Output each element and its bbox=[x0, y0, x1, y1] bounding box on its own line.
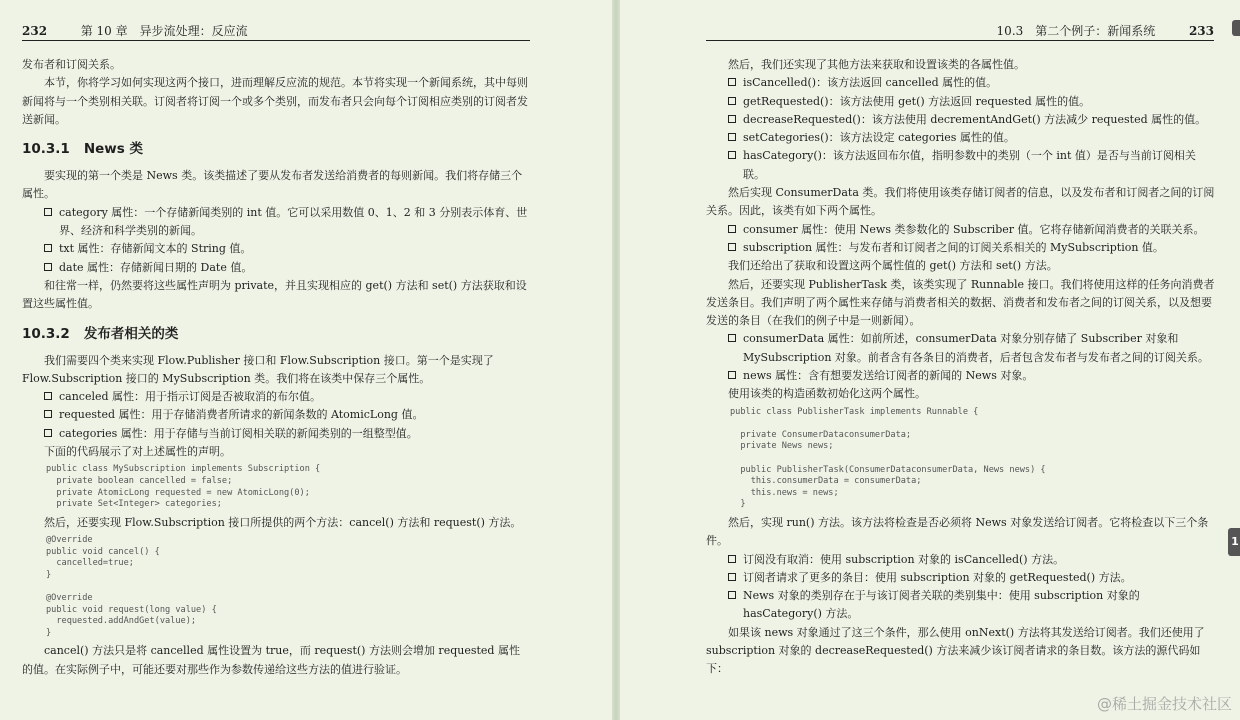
paragraph: 然后，还要实现 PublisherTask 类，该类实现了 Runnable 接口。我们将使用这样的任务向消费者发送条目。我们声明了两个属性来存储与消费者相关的数据、消费者和发布者之间的订阅关系，以及想要发送的条目（在我们的例子中是一则新闻）。 bbox=[706, 277, 1215, 328]
paragraph: 然后，还要实现 Flow.Subscription 接口所提供的两个方法：cancel() 方法和 request() 方法。 bbox=[44, 515, 522, 529]
list-item: setCategories()：该方法设定 categories 属性的值。 bbox=[728, 129, 1216, 147]
right-running-header bbox=[706, 22, 1214, 41]
section-running-title: 10.3 第二个例子：新闻系统 bbox=[996, 24, 1156, 38]
list-item: subscription 属性：与发布者和订阅者之间的订阅关系相关的 MySubscription 值。 bbox=[728, 239, 1216, 257]
paragraph: 然后，我们还实现了其他方法来获取和设置该类的各属性值。 bbox=[728, 58, 1025, 71]
paragraph: 要实现的第一个类是 News 类。该类描述了要从发布者发送给消费者的每则新闻。我们将存储三个属性。 bbox=[22, 169, 523, 201]
left-page bbox=[0, 0, 612, 720]
bullet-list bbox=[706, 74, 1216, 184]
paragraph: 我们需要四个类来实现 Flow.Publisher 接口和 Flow.Subscription 接口。第一个是实现了 Flow.Subscription 接口的 MySubscription 类。我们将在该类中保存三个属性。 bbox=[22, 353, 494, 385]
left-content bbox=[22, 56, 530, 679]
list-item: getRequested()：该方法使用 get() 方法返回 requested 属性的值。 bbox=[728, 93, 1216, 111]
paragraph: 然后，实现 run() 方法。该方法将检查是否必须将 News 对象发送给订阅者。它将检查以下三个条件。 bbox=[706, 515, 1209, 548]
side-tab-chapter[interactable]: 1 bbox=[1228, 528, 1240, 556]
bullet-list bbox=[22, 204, 530, 277]
paragraph: 发布者和订阅关系。 bbox=[22, 58, 121, 71]
bullet-list bbox=[22, 388, 530, 443]
list-item: 订阅者请求了更多的条目：使用 subscription 对象的 getRequested() 方法。 bbox=[728, 569, 1216, 587]
paragraph: 我们还给出了获取和设置这两个属性值的 get() 方法和 set() 方法。 bbox=[728, 259, 1058, 273]
side-tab-top[interactable] bbox=[1232, 20, 1240, 36]
code-block: public class MySubscription implements Subscription { private boolean cancelled = false; private AtomicLong requested = new AtomicLong(0); private Set<Integer> categories; bbox=[46, 464, 321, 510]
bullet-list bbox=[706, 551, 1216, 624]
list-item: txt 属性：存储新闻文本的 String 值。 bbox=[44, 240, 530, 258]
list-item: date 属性：存储新闻日期的 Date 值。 bbox=[44, 259, 530, 277]
paragraph: 本节，你将学习如何实现这两个接口，进而理解反应流的规范。本节将实现一个新闻系统，其中每则新闻将与一个类别相关联。订阅者将订阅一个或多个类别，而发布者只会向每个订阅相应类别的订阅者发送新闻。 bbox=[22, 76, 528, 126]
list-item: categories 属性：用于存储与当前订阅相关联的新闻类别的一组整型值。 bbox=[44, 425, 530, 443]
right-page-number: 233 bbox=[1188, 24, 1214, 38]
code-block: public class PublisherTask implements Runnable { private ConsumerDataconsumerData; private News news; public PublisherTask(ConsumerDataconsumerData, News news) { this.consumerData = consumerData; this.news = news; } bbox=[730, 406, 1046, 510]
list-item: news 属性：含有想要发送给订阅者的新闻的 News 对象。 bbox=[728, 367, 1216, 385]
bullet-list bbox=[706, 330, 1216, 385]
list-item: requested 属性：用于存储消费者所请求的新闻条数的 AtomicLong 值。 bbox=[44, 406, 530, 424]
code-block: @Override public void cancel() { cancelled=true; } @Override public void request(long value) { requested.addAndGet(value); } bbox=[46, 535, 217, 638]
list-item: isCancelled()：该方法返回 cancelled 属性的值。 bbox=[728, 74, 1216, 92]
book-gutter bbox=[612, 0, 620, 720]
chapter-title: 第 10 章 异步流处理：反应流 bbox=[80, 24, 248, 38]
list-item: hasCategory()：该方法返回布尔值，指明参数中的类别（一个 int 值）是否与当前订阅相关联。 bbox=[728, 147, 1216, 184]
paragraph: 使用该类的构造函数初始化这两个属性。 bbox=[728, 387, 926, 401]
watermark-text: @稀土掘金技术社区 bbox=[1096, 695, 1232, 713]
left-page-number: 232 bbox=[22, 24, 48, 38]
list-item: canceled 属性：用于指示订阅是否被取消的布尔值。 bbox=[44, 388, 530, 406]
list-item: consumer 属性：使用 News 类参数化的 Subscriber 值。它将存储新闻消费者的关联关系。 bbox=[728, 221, 1216, 239]
section-heading-publisher: 10.3.2 发布者相关的类 bbox=[22, 325, 179, 342]
left-running-header bbox=[22, 22, 530, 41]
bullet-list bbox=[706, 221, 1216, 258]
paragraph: 下面的代码展示了对上述属性的声明。 bbox=[44, 445, 231, 459]
paragraph: 和往常一样，仍然要将这些属性声明为 private，并且实现相应的 get() 方法和 set() 方法获取和设置这些属性值。 bbox=[22, 278, 527, 311]
list-item: consumerData 属性：如前所述，consumerData 对象分别存储了 Subscriber 对象和 MySubscription 对象。前者含有各条目的消费者，后者包含发布者与发布者之间的订阅关系。 bbox=[728, 330, 1216, 367]
list-item: category 属性：一个存储新闻类别的 int 值。它可以采用数值 0、1、2 和 3 分别表示体育、世界、经济和科学类别的新闻。 bbox=[44, 204, 530, 241]
paragraph: 然后实现 ConsumerData 类。我们将使用该类存储订阅者的信息，以及发布者和订阅者之间的订阅关系。因此，该类有如下两个属性。 bbox=[706, 186, 1215, 218]
paragraph: cancel() 方法只是将 cancelled 属性设置为 true，而 request() 方法则会增加 requested 属性的值。在实际例子中，可能还要对那些作为参数传递给这些方法的值进行验证。 bbox=[22, 644, 520, 676]
right-page bbox=[620, 0, 1240, 720]
right-content bbox=[706, 56, 1216, 679]
paragraph: 如果该 news 对象通过了这三个条件，那么使用 onNext() 方法将其发送给订阅者。我们还使用了 subscription 对象的 decreaseRequested() 方法来减少该订阅者请求的条目数。该方法的源代码如下： bbox=[706, 625, 1205, 676]
list-item: News 对象的类别存在于与该订阅者关联的类别集中：使用 subscription 对象的 hasCategory() 方法。 bbox=[728, 587, 1216, 624]
list-item: 订阅没有取消：使用 subscription 对象的 isCancelled() 方法。 bbox=[728, 551, 1216, 569]
section-heading-news: 10.3.1 News 类 bbox=[22, 141, 144, 158]
list-item: decreaseRequested()：该方法使用 decrementAndGet() 方法减少 requested 属性的值。 bbox=[728, 111, 1216, 129]
